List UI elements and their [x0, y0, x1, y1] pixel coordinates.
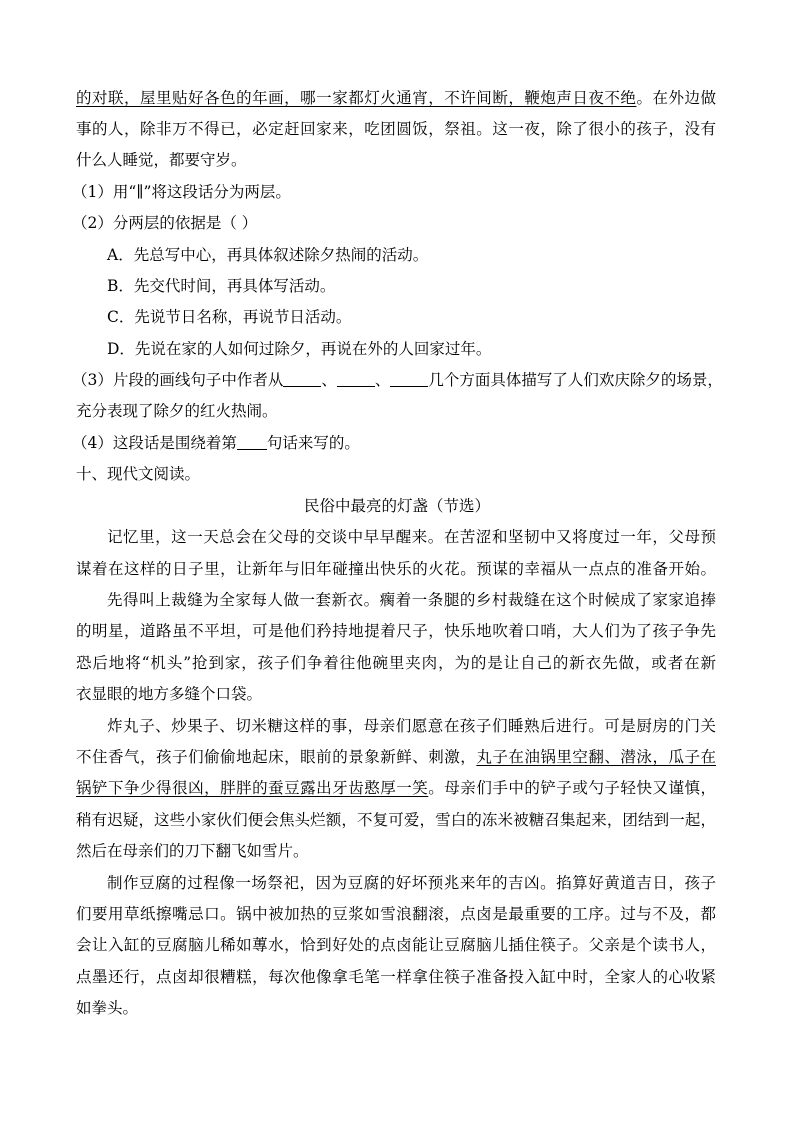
- question-1: （1）用“∥”将这段话分为两层。: [72, 183, 291, 201]
- p3-line-4: 稍有迟疑，这些小家伙们便会焦头烂额，不复可爱，雪白的冻米被糖召集起来，团结到一起，: [76, 811, 716, 829]
- question-2: （2）分两层的依据是（ ）: [72, 214, 258, 232]
- p1-line-1: 记忆里，这一天总会在父母的交谈中早早醒来。在苦涩和坚韧中又将度过一年，父母预: [107, 528, 716, 546]
- answer-blank[interactable]: [390, 371, 428, 387]
- answer-blank[interactable]: [337, 371, 375, 387]
- question-3-line-2: 充分表现了除夕的红火热闹。: [76, 402, 278, 420]
- p4-line-4: 点墨还行，点卤却很糟糕，每次他像拿毛笔一样拿住筷子准备投入缸中时，全家人的心收紧: [76, 968, 716, 986]
- p2-line-4: 衣显眼的地方多缝个口袋。: [76, 685, 263, 703]
- underlined-sentence: 锅铲下争少得很凶，胖胖的蚕豆露出牙齿憨厚一笑: [76, 779, 429, 797]
- option-b: B．先交代时间，再具体写活动。: [107, 277, 336, 295]
- article-title: 民俗中最亮的灯盏（节选）: [303, 497, 490, 515]
- p3-line-3: 锅铲下争少得很凶，胖胖的蚕豆露出牙齿憨厚一笑。母亲们手中的铲子或勺子轻快又谨慎，: [76, 779, 716, 797]
- answer-blank[interactable]: [283, 371, 321, 387]
- p2-line-2: 的明星，道路虽不平坦，可是他们矜持地提着尺子，快乐地吹着口哨，大人们为了孩子争先: [76, 622, 716, 640]
- underlined-sentence: 的对联，屋里贴好各色的年画，哪一家都灯火通宵，不许间断，鞭炮声日夜不绝: [76, 89, 637, 107]
- question-3-line-1: （3）片段的画线句子中作者从 、 、 几个方面具体描写了人们欢庆除夕的场景，: [72, 371, 723, 389]
- underlined-sentence: 丸子在油锅里空翻、潜泳，瓜子在: [476, 748, 716, 766]
- p4-line-3: 会让入缸的豆腐脑儿稀如蓴水，恰到好处的点卤能让豆腐脑儿插住筷子。父亲是个读书人，: [76, 936, 716, 954]
- p2-line-1: 先得叫上裁缝为全家每人做一套新衣。瘸着一条腿的乡村裁缝在这个时候成了家家追捧: [107, 591, 716, 609]
- section-heading: 十、现代文阅读。: [76, 465, 201, 483]
- p4-line-2: 们要用草纸擦嘴忌口。锅中被加热的豆浆如雪浪翻滚，点卤是最重要的工序。过与不及，都: [76, 905, 716, 923]
- para-top-line-1: 的对联，屋里贴好各色的年画，哪一家都灯火通宵，不许间断，鞭炮声日夜不绝。在外边做: [76, 89, 716, 107]
- p2-line-3: 恐后地将“机头”抢到家，孩子们争着往他碗里夹肉，为的是让自己的新衣先做，或者在新: [76, 654, 716, 672]
- question-4: （4）这段话是围绕着第 句话来写的。: [72, 434, 360, 452]
- para-top-line-2: 事的人，除非万不得已，必定赶回家来，吃团圆饭，祭祖。这一夜，除了很小的孩子，没有: [76, 120, 716, 138]
- option-a: A．先总写中心，再具体叙述除夕热闹的活动。: [107, 246, 429, 264]
- answer-blank[interactable]: [237, 434, 267, 450]
- option-d: D．先说在家的人如何过除夕，再说在外的人回家过年。: [107, 340, 492, 358]
- p3-line-2: 不住香气，孩子们偷偷地起床，眼前的景象新鲜、刺激，丸子在油锅里空翻、潜泳，瓜子在: [76, 748, 716, 766]
- p4-line-5: 如拳头。: [76, 999, 139, 1017]
- p3-line-5: 然后在母亲们的刀下翻飞如雪片。: [76, 842, 309, 860]
- p3-line-1: 炸丸子、炒果子、切米糖这样的事，母亲们愿意在孩子们睡熟后进行。可是厨房的门关: [107, 717, 716, 735]
- option-c: C．先说节日名称，再说节日活动。: [107, 308, 352, 326]
- p1-line-2: 谋着在这样的日子里，让新年与旧年碰撞出快乐的火花。预谋的幸福从一点点的准备开始。: [76, 560, 716, 578]
- p4-line-1: 制作豆腐的过程像一场祭祀，因为豆腐的好坏预兆来年的吉凶。掐算好黄道吉日，孩子: [107, 874, 716, 892]
- para-top-line-3: 什么人睡觉，都要守岁。: [76, 151, 247, 169]
